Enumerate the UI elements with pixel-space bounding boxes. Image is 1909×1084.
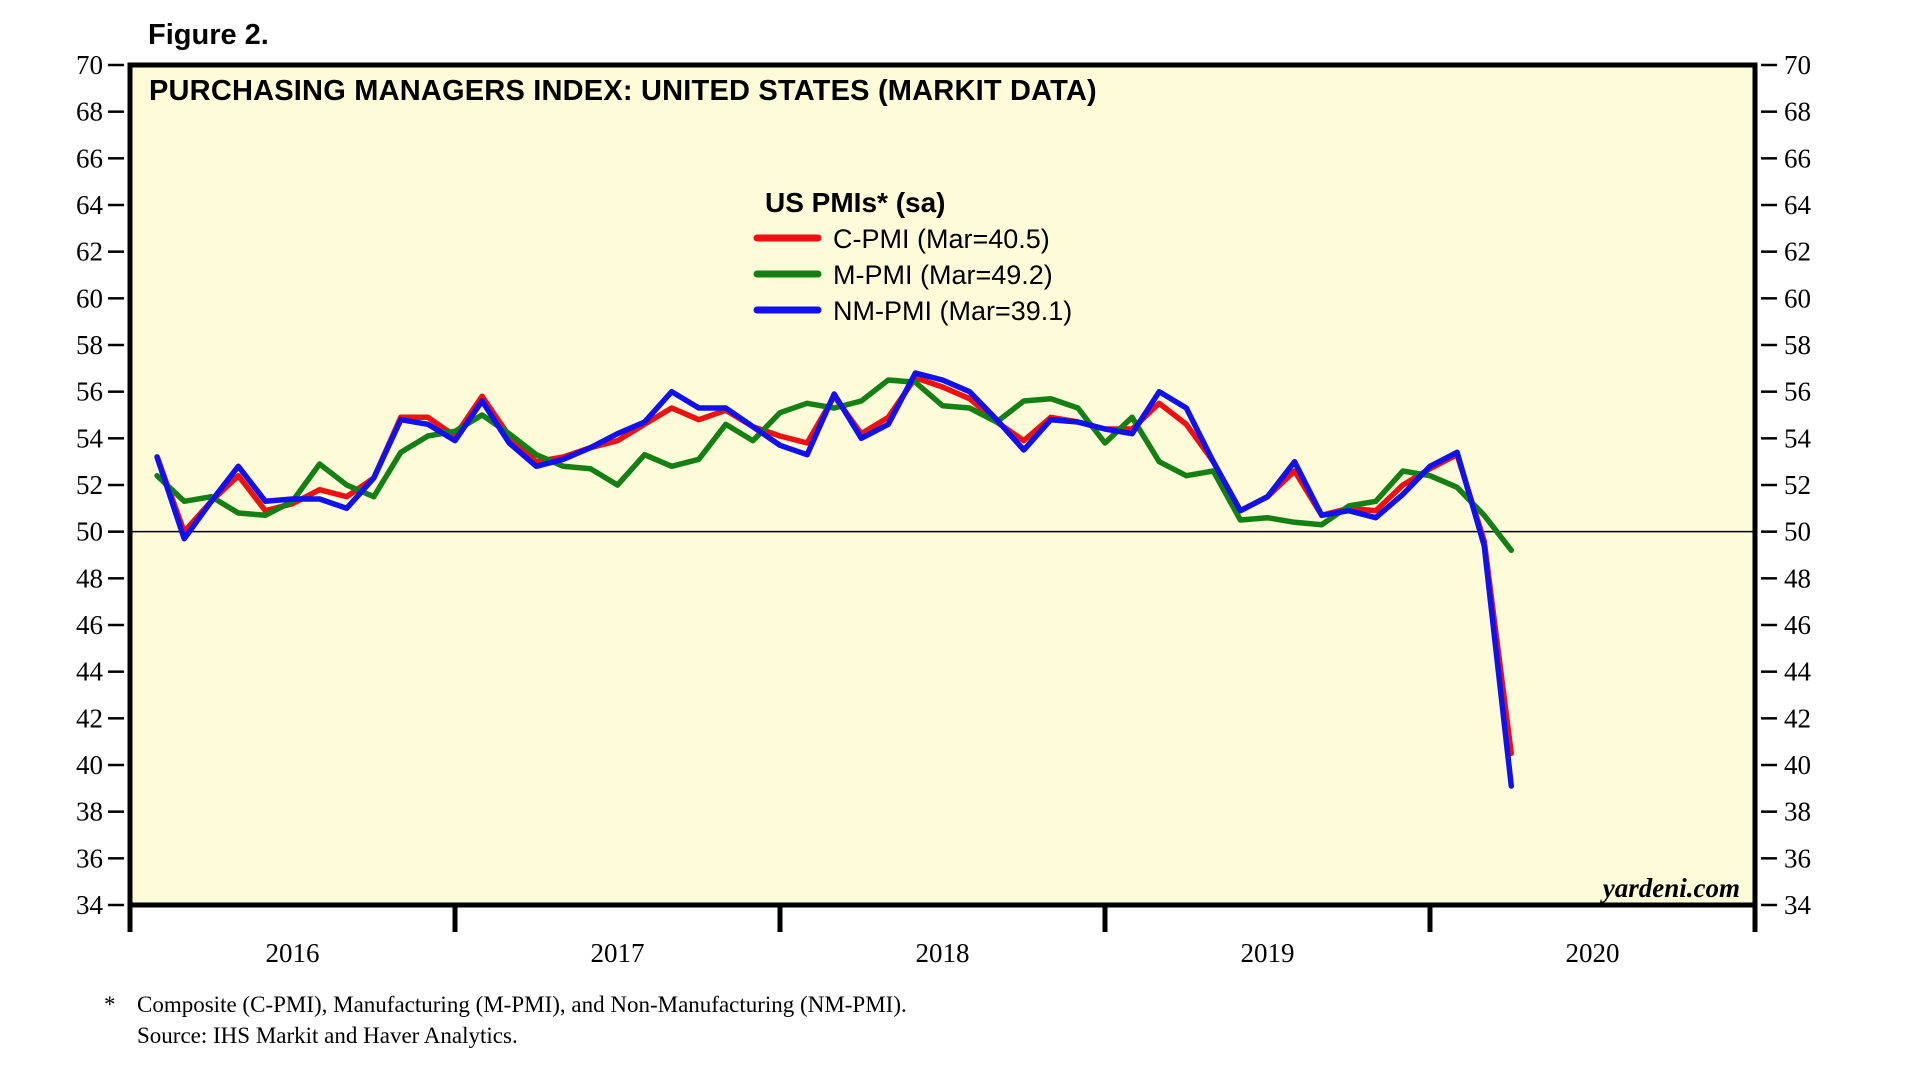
y-tick-label-right: 54 xyxy=(1784,423,1811,454)
y-tick-label-right: 40 xyxy=(1784,750,1811,780)
y-tick-label-right: 58 xyxy=(1784,330,1811,360)
y-tick-label-left: 38 xyxy=(76,796,103,827)
y-tick-label-right: 46 xyxy=(1784,610,1811,640)
y-tick-label-right: 48 xyxy=(1784,563,1811,594)
y-tick-label-left: 46 xyxy=(76,610,103,640)
x-tick-label: 2016 xyxy=(265,938,320,968)
y-tick-label-left: 68 xyxy=(76,96,103,127)
y-tick-label-right: 64 xyxy=(1784,190,1811,220)
y-tick-label-right: 60 xyxy=(1784,283,1811,314)
legend-title: US PMIs* (sa) xyxy=(765,187,946,218)
y-tick-label-right: 70 xyxy=(1784,50,1811,80)
y-tick-label-left: 42 xyxy=(76,703,103,734)
y-tick-label-right: 50 xyxy=(1784,516,1811,547)
y-tick-label-right: 66 xyxy=(1784,143,1811,174)
y-tick-label-right: 56 xyxy=(1784,376,1811,407)
y-tick-label-left: 54 xyxy=(76,423,103,454)
footnote xyxy=(104,992,907,1048)
y-tick-label-right: 68 xyxy=(1784,96,1811,127)
footnote-line2: Source: IHS Markit and Haver Analytics. xyxy=(137,1023,518,1048)
footnote-line1: Composite (C-PMI), Manufacturing (M-PMI), and Non-Manufacturing (NM-PMI). xyxy=(137,992,907,1017)
y-tick-label-right: 38 xyxy=(1784,796,1811,827)
legend-label-nm-pmi: NM-PMI (Mar=39.1) xyxy=(833,296,1073,326)
x-tick-label: 2018 xyxy=(915,938,970,968)
y-tick-label-left: 66 xyxy=(76,143,103,174)
y-tick-label-right: 44 xyxy=(1784,656,1811,687)
y-tick-label-left: 36 xyxy=(76,843,103,874)
footnote-marker: * xyxy=(104,992,116,1017)
y-tick-label-right: 34 xyxy=(1784,890,1811,920)
y-tick-label-right: 62 xyxy=(1784,236,1811,267)
y-tick-label-left: 60 xyxy=(76,283,103,314)
x-tick-label: 2017 xyxy=(590,938,645,968)
x-tick-label: 2019 xyxy=(1240,938,1295,968)
x-axis xyxy=(130,905,1755,968)
y-tick-label-left: 56 xyxy=(76,376,103,407)
y-tick-label-left: 62 xyxy=(76,236,103,267)
x-tick-label: 2020 xyxy=(1565,938,1620,968)
legend-label-m-pmi: M-PMI (Mar=49.2) xyxy=(833,260,1053,290)
chart-title: PURCHASING MANAGERS INDEX: UNITED STATES (MARKIT DATA) xyxy=(149,75,1097,107)
watermark: yardeni.com xyxy=(1602,873,1740,903)
y-tick-label-left: 44 xyxy=(76,656,103,687)
legend-label-c-pmi: C-PMI (Mar=40.5) xyxy=(833,224,1050,254)
y-tick-label-left: 70 xyxy=(76,50,103,80)
y-tick-label-right: 52 xyxy=(1784,470,1811,500)
y-tick-label-left: 52 xyxy=(76,470,103,500)
y-tick-label-left: 48 xyxy=(76,563,103,594)
figure-label: Figure 2. xyxy=(148,19,269,51)
y-tick-label-left: 40 xyxy=(76,750,103,780)
y-tick-label-left: 34 xyxy=(76,890,103,920)
y-tick-label-left: 58 xyxy=(76,330,103,360)
y-tick-label-right: 36 xyxy=(1784,843,1811,874)
y-tick-label-left: 64 xyxy=(76,190,103,220)
y-tick-label-right: 42 xyxy=(1784,703,1811,734)
y-tick-label-left: 50 xyxy=(76,516,103,547)
